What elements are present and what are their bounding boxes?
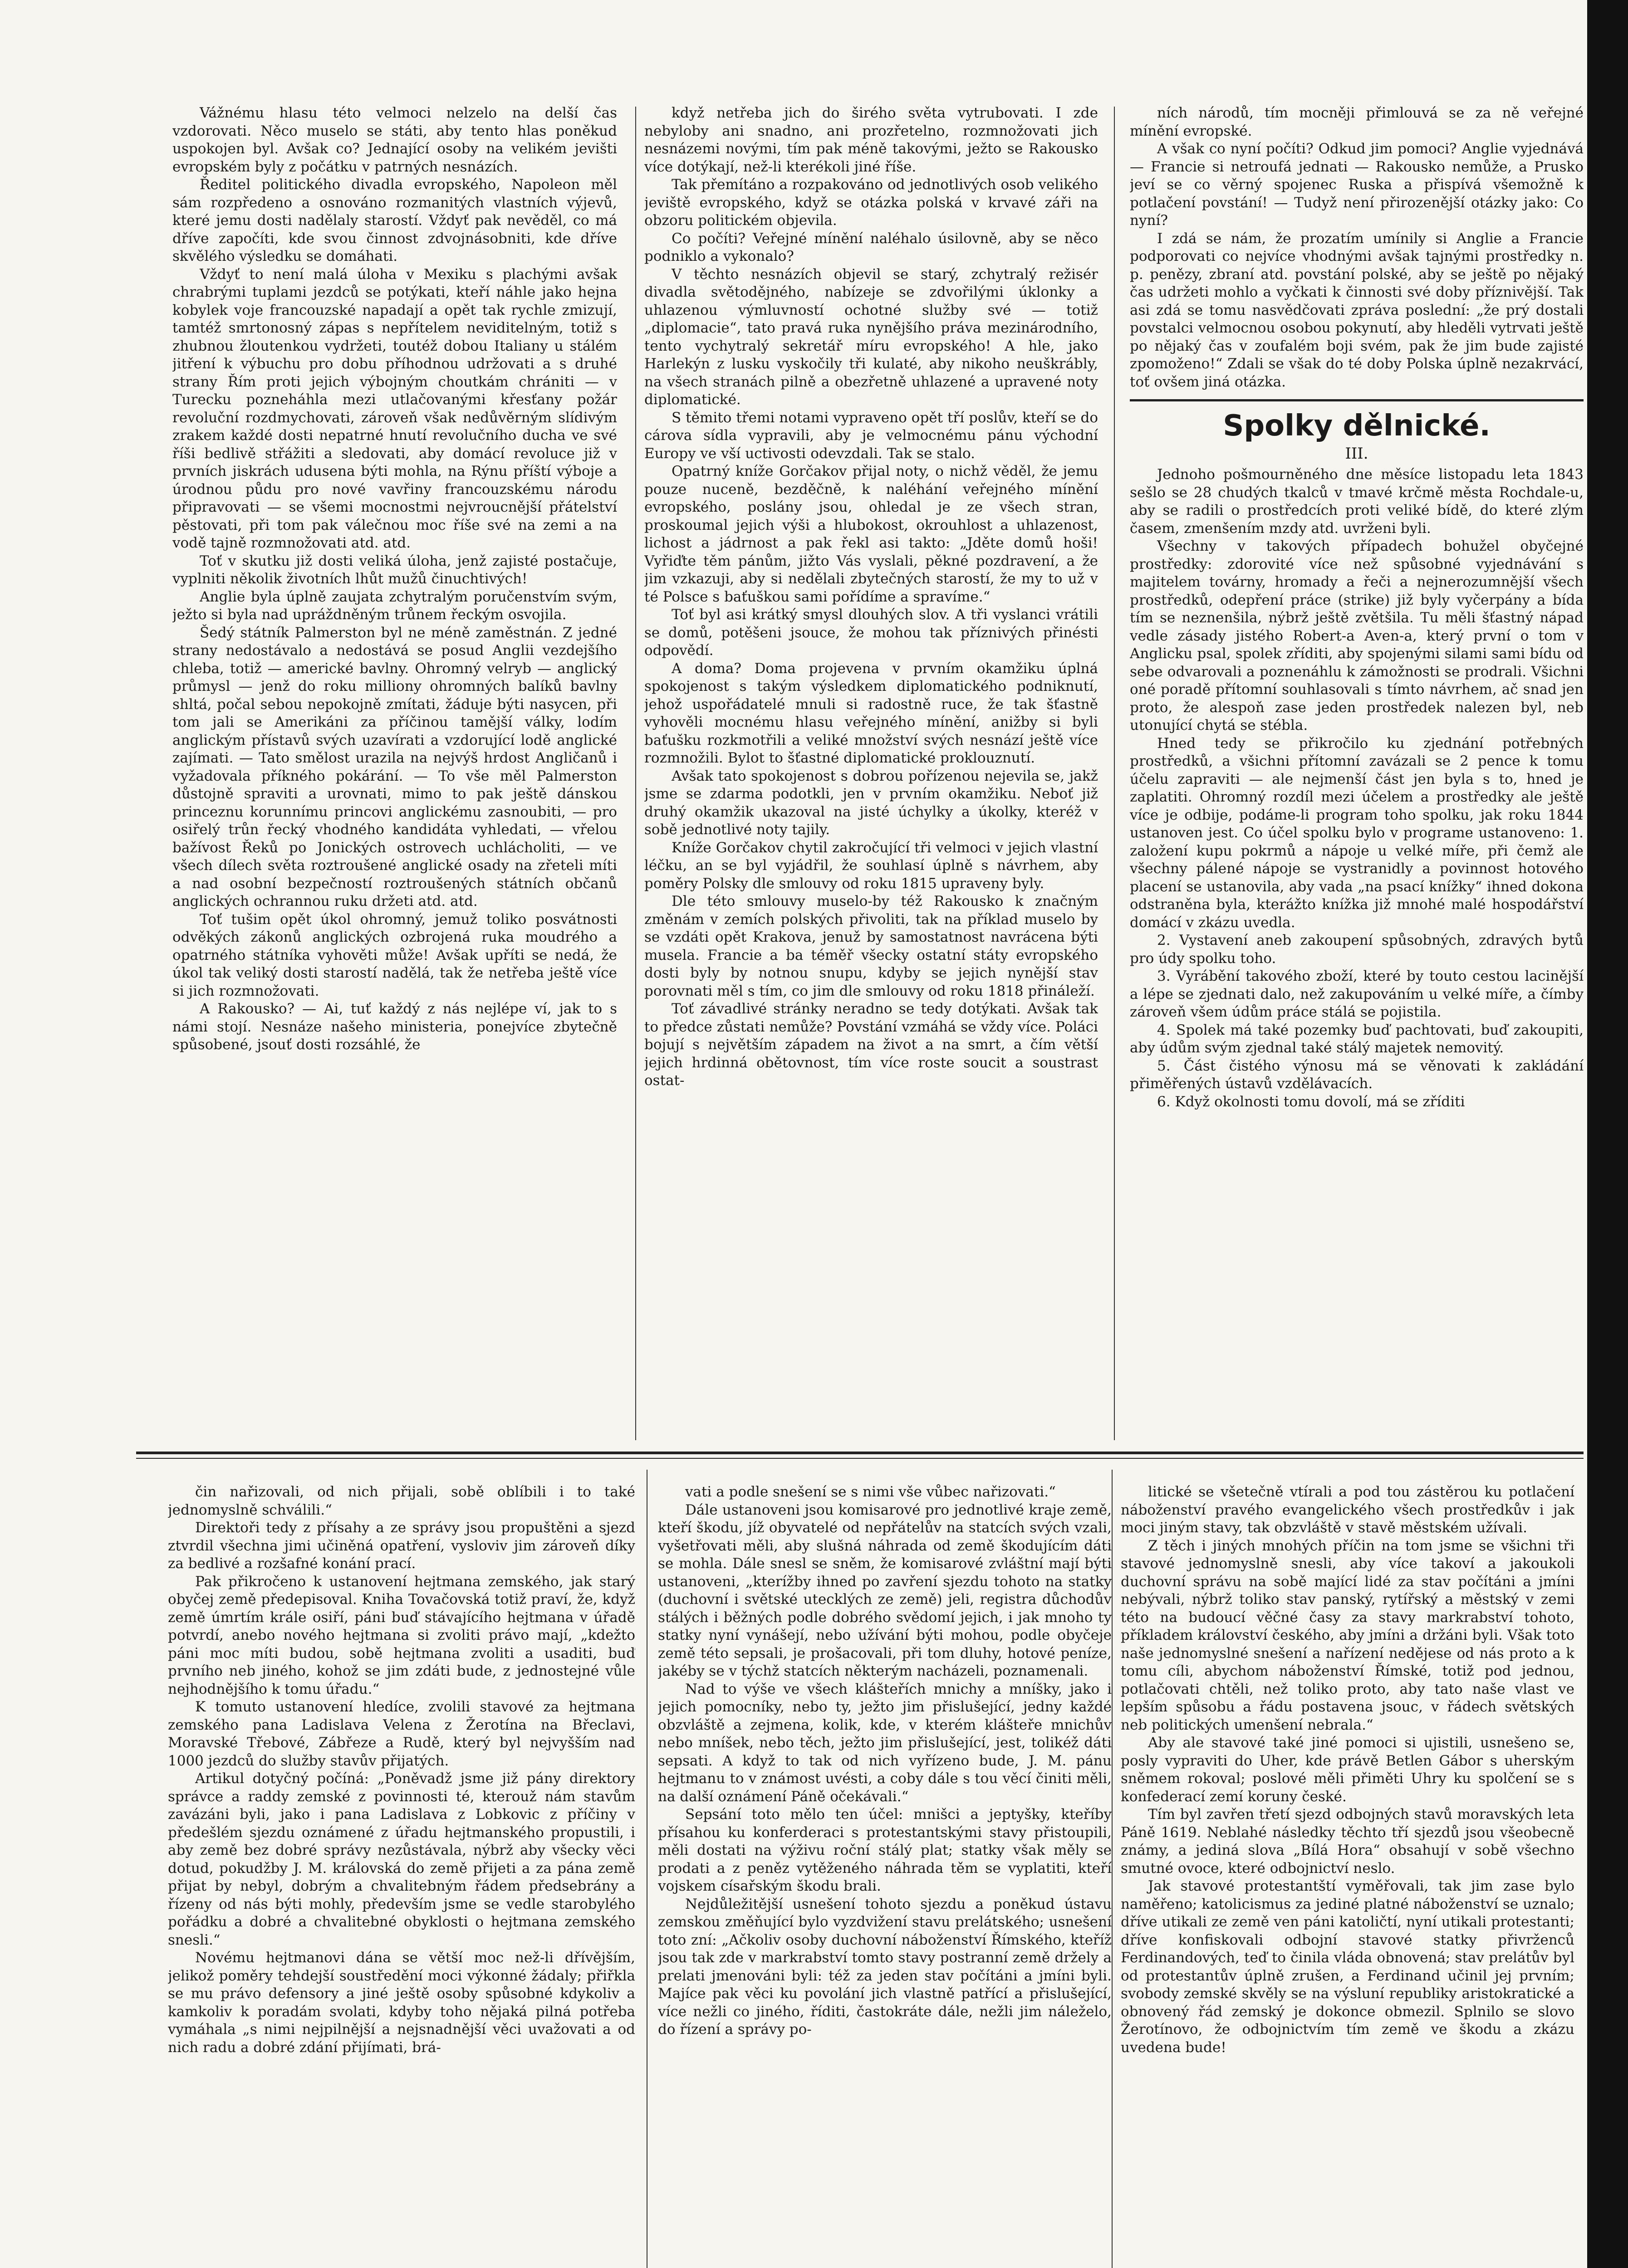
column-rule	[1112, 1470, 1113, 2268]
paragraph: Vážnému hlasu této velmoci nelzelo na delší čas vzdorovati. Něco muselo se státi, aby tento hlas poněkud uspokojen byl. Avšak co? Jednající osoby na velikém jevišti evropském byly z počátku v patrných nesnázích.	[172, 105, 617, 175]
paragraph: Anglie byla úplně zaujata zchytralým poručenstvím svým, ježto si byla nad upráždněným trůnem řeckým osvojila.	[172, 588, 617, 623]
paragraph: Aby ale stavové také jiné pomoci si ujistili, usnešeno se, posly vypraviti do Uher, kde právě Betlen Gábor s uherským sněmem rokoval; poslové měli přiměti Uhry ku spolčení se s konfederací zemí koruny české.	[1121, 1735, 1574, 1805]
paragraph: Avšak tato spokojenost s dobrou pořízenou nejevila se, jakž jsme se zdarma podotkli, jen v prvním okamžiku. Neboť již druhý okamžik ukazoval na jisté úchylky a úkolky, kteréž v sobě jednotlivé noty tajily.	[644, 767, 1098, 838]
paragraph: Novému hejtmanovi dána se větší moc než-li dřívějším, jelikož poměry tehdejší soustředění moci výkonné žádaly; přiřkla se mu právo defensory a jiné ještě osoby spůsobné kdykoliv a kamkoliv k poradám svolati, kdyby toho nějaká pilná potřeba vymáhala „s nimi nejpilnější a nejsnadnější věci uvažovati a od nich radu a dobré zdání přijímati, brá-	[168, 1950, 635, 2056]
paragraph: ních národů, tím mocněji přimlouvá se za ně veřejné mínění evropské.	[1130, 105, 1584, 139]
column-rule	[635, 107, 636, 1440]
paragraph: Nejdůležitější usnešení tohoto sjezdu a poněkud ústavu zemskou změňující bylo vyzdvižení stavu prelátského; usnešení toto zní: „Ačkoliv osoby duchovní náboženství Římského, kteříž jsou tak zde v markrabství tomto stavy postranní země držely a prelati jmenováni byli: též za jeden stav počítáni a jmíni byli. Majíce pak věci ku povolání jich vlastně patřící a přislušející, více nežli co jiného, říditi, častokráte dále, nežli jim náleželo, do řízení a správy po-	[658, 1896, 1112, 2038]
bottom-column-3	[1121, 1483, 1574, 2268]
section-rule-thick	[136, 1452, 1584, 1454]
paragraph: S těmito třemi notami vypraveno opět tří poslův, kteří se do cárova sídla vypravili, aby je velmocnému pánu východní Europy ve vší uctivosti odevzdali. Tak se stalo.	[644, 409, 1098, 462]
paragraph: Toť v skutku již dosti veliká úloha, jenž zajisté postačuje, vyplniti několik životních lhůt mužů činuchtivých!	[172, 552, 617, 587]
paragraph: 5. Část čistého výnosu má se věnovati k zakládání přiměřených ústavů vzdělávacích.	[1130, 1057, 1584, 1092]
paragraph: Šedý státník Palmerston byl ne méně zaměstnán. Z jedné strany nedostávalo a nedostává se posud Anglii vezdejšího chleba, totiž — americké bavlny. Ohromný velryb — anglický průmysl — jenž do roku milliony ohromných balíků bavlny shltá, počal sebou nepokojně zmítati, žáduje býti nasycen, při tom jali se Amerikáni za příčinou tamější války, lodím anglickým přístavů svých uzavírati a vzdorující lodě anglické zajímati. — Tato smělost urazila na nejvýš hrdost Angličanů i vyžadovala příkného pokárání. — To vše měl Palmerston důstojně spraviti a urovnati, mimo to pak ještě dánskou princeznu korunnímu princovi anglickému zasnoubiti, — pro osiřelý trůn řecký vhodného kandidáta vyhledati, — vřelou bažívost Řeků po Jonických ostrovech uchlácholiti, — ve všech dílech světa roztroušené anglické osady na zřeteli míti a nad osobní bezpečností roztroušených státních občanů anglických ochrannou ruku držeti atd. atd.	[172, 624, 617, 909]
paragraph: A však co nyní počíti? Odkud jim pomoci? Anglie vyjednává — Francie si netroufá jednati — Rakousko nemůže, a Prusko jeví se co věrný spojenec Ruska a přispívá všemožně k potlačení povstání! — Tudyž není přirozenější otázky jako: Co nyní?	[1130, 141, 1584, 229]
paragraph: Sepsání toto mělo ten účel: mnišci a jeptyšky, kteříby přísahou ku konferderaci s protestantskými stavy přistoupili, měli dostati na výživu roční stálý plat; statky však měly se prodati a z peněz vytěženého náhrada těm se vyplatiti, kteří vojskem císařským škodu brali.	[658, 1806, 1112, 1894]
paragraph: Vždyť to není malá úloha v Mexiku s plachými avšak chrabrými tuplami jezdců se potýkati, kteří náhle jako hejna kobylek voje francouzské napadají a opět tak rychle zmizují, tamtéž smrtonosný zápas s nepřítelem neviditelným, totiž s zhubnou žloutenkou vydržeti, toutéž dobou Italiany u stálém jitření k výbuchu pro dobu příhodnou udržovati a s druhé strany Řím proti jejich výbojným choutkám chrániti — v Turecku pozneháhla mezi utlačovanými křesťany požár revoluční rozdmychovati, zároveň však nedůvěrným slídivým zrakem každé dosti nepatrné hnutí revolučního ducha ve své říši bedlivě střážiti a sledovati, aby domácí revoluce již v prvních jiskrách udusena býti mohla, na Rýnu příští výboje a úrodnou půdu pro nové vavřiny francouzskému národu připravovati — se všemi mocnostmi nejvroucnější přátelství pěstovati, při tom pak válečnou moc říše své na zemi a na vodě tajně rozmnožovati atd. atd.	[172, 266, 617, 551]
paragraph: 3. Vyrábění takového zboží, které by touto cestou lacinější a lépe se zjednati dalo, než zakupováním u velké míře, a čímby zároveň všem údům práce stálá se pojistila.	[1130, 968, 1584, 1020]
bottom-section	[136, 1483, 1584, 2268]
paragraph: Z těch i jiných mnohých příčin na tom jsme se všichni tři stavové jednomyslně snesli, aby více takoví a jakoukoli duchovní správu na sobě mající lidé za stav počítáni a jmíni nebývali, nýbrž toliko stav panský, rytířský a městský v zemi této na budoucí věčné časy za stavy markrabství tohoto, příkladem království českého, aby jmíni a držáni byli. Však toto naše jednomyslné snešení a nařízení nedějese od nás proto a k tomu cíli, abychom náboženství Římské, totiž pod jednou, potlačovati chtěli, než toliko proto, aby tato naše vlast ve lepším spůsobu a řádu postavena jsouc, v řádech světských neb politických umenšení nebrala.“	[1121, 1537, 1574, 1733]
politics-continuation	[1130, 104, 1584, 391]
paragraph: Direktoři tedy z přísahy a ze správy jsou propuštěni a sjezd ztvrdil všechna jimi učiněná opatření, vysloviv jim zároveň díky za bedlivé a rozšafné konání prací.	[168, 1520, 635, 1572]
section-rule-thin	[136, 1458, 1584, 1459]
paragraph: Opatrný kníže Gorčakov přijal noty, o nichž věděl, že jemu pouze nuceně, bezděčně, k naléhání veřejného mínění evropského, poslány jsou, ohledal je ze všech stran, proskoumal jejich výši a hlubokost, okrouhlost a uhlazenost, lichost a jádrnost a pak řekl asi takto: „Jděte domů hoši! Vyřiďte těm pánům, jižto Vás vyslali, pěkné pozdravení, a že jim vzkazuji, aby si nedělali zbytečných starostí, že my to už v té Polsce s baťuškou sami pořídíme a spravíme.“	[644, 463, 1098, 605]
paragraph: vati a podle snešení se s nimi vše vůbec nařizovati.“	[685, 1484, 1056, 1500]
paragraph: 2. Vystavení aneb zakoupení spůsobných, zdravých bytů pro údy spolku toho.	[1130, 932, 1584, 967]
paragraph: Ředitel politického divadla evropského, Napoleon měl sám rozpředeno a osnováno rozmanitých vlastních výjevů, které jemu dosti nadělaly starostí. Vždyť pak nevěděl, co má dříve započíti, kde svou činnost zdvojnásobniti, kde dříve skvělého výsledku se domáhati.	[172, 176, 617, 264]
paragraph: Pak přikročeno k ustanovení hejtmana zemského, jak starý obyčej země předepisoval. Kniha Tovačovská totiž praví, že, když země úmrtím krále osiří, páni buď stávajícího hejtmana v úřadě potvrdí, anebo nového hejtmana si zvoliti právo mají, „kdežto páni moc míti budou, sobě hejtmana zvoliti a usaditi, buď prvního neb jiného, kohož se jim zdáti bude, z jednostejné vůle nejhodnějšího k tomu úřadu.“	[168, 1573, 635, 1697]
paragraph: Kníže Gorčakov chytil zakročující tři velmoci v jejich vlastní léčku, an se byl vyjádřil, že souhlasí úplně s návrhem, aby poměry Polsky dle smlouvy od roku 1815 upraveny byly.	[644, 839, 1098, 892]
paragraph: Dle této smlouvy muselo-by též Rakousko k značným změnám v zemích polských přivoliti, tak na příklad muselo by se vzdáti opět Krakova, jenuž by samostatnost navrácena býti musela. Francie a ba téměř všecky ostatní státy evropského dosti byly by notnou snupu, kdyby se jejich nynější stav porovnati měl s tím, co jim dle smlouvy od roku 1818 přináleží.	[644, 893, 1098, 999]
top-column-3	[1130, 104, 1584, 1442]
paragraph: 4. Spolek má také pozemky buď pachtovati, buď zakoupiti, aby údům svým zjednal také stálý majetek nemovitý.	[1130, 1022, 1584, 1056]
top-column-politics-2	[644, 104, 1098, 1442]
paragraph: Toť tušim opět úkol ohromný, jemuž toliko posvátnosti odvěkých zákonů anglických ozbrojená ruka moudrého a opatrného státníka vyhověti může! Avšak upříti se nedá, že úkol tak veliký dosti starostí nadělá, tak že netřeba ještě více si jich rozmnožovati.	[172, 911, 617, 999]
paragraph: Toť byl asi krátký smysl dlouhých slov. A tři vyslanci vrátili se domů, potěšeni jsouce, že mohou tak příznivých přinésti odpovědí.	[644, 606, 1098, 659]
paragraph: když netřeba jich do širého světa vytrubovati. I zde nebyloby ani snadno, ani prozřetelno, rozmnožovati jich nesnázemi novými, tím pak méně takovými, ježto se Rakousko více dotýkají, než-li kterékoli jiné říše.	[644, 105, 1098, 175]
paragraph: čin nařizovali, od nich přijali, sobě oblíbili i to také jednomyslně schválili.“	[168, 1484, 635, 1518]
paragraph: Co počíti? Veřejné mínění naléhalo úsilovně, aby se něco podniklo a vykonalo?	[644, 230, 1098, 264]
paragraph: Tak přemítáno a rozpakováno od jednotlivých osob velikého jeviště evropského, když se otázka polská v krvavé záři na obzoru politickém objevila.	[644, 176, 1098, 229]
paragraph: I zdá se nám, že prozatím umínily si Anglie a Francie podporovati co nejvíce vhodnými avšak tajnými prostředky n. p. penězy, zbraní atd. povstání polské, aby se ještě po nějaký čas udržeti mohlo a vyčkati k činnosti své doby příznivější. Tak asi zdá se tomu nasvědčovati zpráva poslední: „že prý dostali povstalci velmocnou osobou pokynutí, aby hleděli vytrvati ještě po nějaký čas v zoufalém boji svém, pak že jim bude zajisté zpomoženo!“ Zdali se však do té doby Polska úplně nezakrvácí, toť ovšem jiná otázka.	[1130, 230, 1584, 390]
bottom-column-2	[658, 1483, 1112, 2268]
paragraph: Všechny v takových případech bohužel obyčejné prostředky: zdorovité více než spůsobné vyjednávání s majitelem továrny, hromady a řeči a nejnerozumnější všech prostředků, odepření práce (strike) již byly vyčerpány a bída tím se neznenšila, nýbrž ještě zvětšila. Tu měli šťastný nápad vedle zásady jistého Robert-a Aven-a, který první o tom v Anglicku psal, spolek zříditi, aby spojenými silami sami bídu od sebe odvarovali a poznenáhlu k zámožnosti se prodrali. Všichni oné poradě přítomní souhlasovali s tímto návrhem, ač snad jen proto, že alespoň zase jeden prostředek nalezen byl, neb utonující chytá se stébla.	[1130, 538, 1584, 733]
paragraph: A Rakousko? — Ai, tuť každý z nás nejlépe ví, jak to s námi stojí. Nesnáze našeho ministeria, ponejvíce zbytečně spůsobené, jsouť dosti rozsáhlé, že	[172, 1001, 617, 1053]
paragraph: Artikul dotyčný počíná: „Poněvadž jsme již pány direktory správce a raddy zemské z povinnosti té, kterouž nám stavům zavázáni byli, jako i pana Ladislava z Lobkovic z příčiny v předešlém sjezdu oznámené z úřadu hejtmanského propustili, i aby země bez dobré správy nezůstávala, nýbrž aby všecky věci dotud, pokudžby J. M. královská do země přijeti a za pána země přijat by nebyl, dobrým a chvalitebným řádem předsebrány a řízeny od nás býti mohly, především jsme se vedle starobylého pořádku a dobré a chvalitebné obyklosti o hejtmana zemského snesli.“	[168, 1770, 635, 1948]
scan-edge	[1587, 0, 1628, 2268]
paragraph: Tím byl zavřen třetí sjezd odbojných stavů moravských leta Páně 1619. Neblahé následky těchto tří sjezdů jsou všeobecně známy, a jediná slova „Bílá Hora“ obsahují v sobě všechno smutné ovoce, které odbojnictví neslo.	[1121, 1806, 1574, 1877]
paragraph: Nad to výše ve všech klášteřích mnichy a mníšky, jako i jejich pomocníky, nebo ty, ježto jim přislušející, jedny každé obzvláště a zejmena, kolik, kde, v kterém klášteře mnichův nebo mníšek, nebo těch, ježto jim přislušející, jest, tolikéž dáti sepsati. A když to tak od nich vyřízeno bude, J. M. pánu hejtmanu to v známost uvésti, a coby dále s tou věcí činiti měli, na další oznámení Páně očekávali.“	[658, 1681, 1112, 1805]
top-column-politics-1	[172, 104, 617, 1442]
paragraph: A doma? Doma projevena v prvním okamžiku úplná spokojenost s takým výsledkem diplomatického podniknutí, jehož uspořádatelé mnuli si radostně ruce, že tak šťastně vyhověli mocnému hlasu veřejného mínění, anižby si byli baťušku rozkmotřili a veliké množství svých nesnází ještě více rozmnožili. Bylot to šťastné diplomatické proklouznutí.	[644, 660, 1098, 766]
paragraph: K tomuto ustanovení hledíce, zvolili stavové za hejtmana zemského pana Ladislava Velena z Žerotína na Břeclavi, Moravské Třebové, Zábřeze a Rudě, který byl nejvyšším nad 1000 jezdců do služby stavův přijatých.	[168, 1699, 635, 1769]
bottom-column-1	[168, 1483, 635, 2268]
top-section	[172, 104, 1584, 1442]
paragraph: 6. Když okolnosti tomu dovolí, má se zříditi	[1157, 1093, 1465, 1110]
paragraph: Jednoho pošmourněného dne měsíce listopadu leta 1843 sešlo se 28 chudých tkalců v tmavé krčmě města Rochdale-u, aby se radili o prostředcích proti veliké bídě, do které zlým časem, zmenšením mzdy atd. uvrženi byli.	[1130, 466, 1584, 537]
column-rule	[1114, 107, 1115, 1440]
paragraph: V těchto nesnázích objevil se starý, zchytralý režisér divadla světodějného, nabízeje se zdvořilými úklonky a uhlazenou výmluvností ochotné služby své — totiž „diplomacie“, tato pravá ruka nynějšího práva mezinárodního, tento vychytralý sekretář míru evropského! A hle, jako Harlekýn z lusku vyskočily tři kulaté, aby nikoho neuškrábly, na všech stranách pilně a obezřetně uhlazené a upravené noty diplomatické.	[644, 266, 1098, 408]
paragraph: Dále ustanoveni jsou komisarové pro jednotlivé kraje země, kteří škodu, jíž obyvatelé od nepřátelův na statcích svých vzali, vyšetřovati měli, aby slušná náhrada od země škodujícím dáti se mohla. Dále snesl se sněm, že komisarové zvláštní mají býti ustanoveni, „kterížby ihned po zavření sjezdu tohoto na statky (duchovní i světské utecklých ze země) jeli, registra důchodův stálých i běžných podle dobrého svědomí jejich, i jak mnoho ty statky nyní vynášejí, nebo užívání býti mohou, podle obyčeje země této sepsali, je prošacovali, při tom dluhy, hotové peníze, jakéby se v týchž statcích některým nacházeli, poznamenali.	[658, 1501, 1112, 1679]
spolky-article-body	[1130, 466, 1584, 1111]
paragraph: Toť závadlivé stránky neradno se tedy dotýkati. Avšak tak to předce zůstati nemůže? Povstání vzmáhá se vždy více. Poláci bojují s největším západem na život a na smrt, a čím větší jejich hrdinná obětovnost, tím více roste soucit a soustrast ostat-	[644, 1001, 1098, 1089]
article-title-spolky: Spolky dělnické.	[1223, 409, 1491, 443]
section-divider	[1130, 399, 1584, 401]
article-part-number: III.	[1345, 445, 1368, 463]
paragraph: Jak stavové protestantští vyměřovali, tak jim zase bylo naměřeno; katolicismus za jediné platné náboženství se uznalo; dříve utikali ze země ven páni katoličtí, nyní utikali protestanti; dříve konfiskovali odbojní stavové statky přivrženců Ferdinandových, teď to činila vláda obnovená; stav prelátův byl od protestantův úplně zrušen, a Ferdinand učinil jej prvním; svobody zemské skvěly se na výsluní republiky aristokratické a obnovený řád zemský je dokonce obmezil. Splnilo se slovo Žerotínovo, že odbojnictvím tím země ve škodu a zkázu uvedena bude!	[1121, 1878, 1574, 2056]
paragraph: Hned tedy se přikročilo ku zjednání potřebných prostředků, a všichni přítomní zavázali se 2 pence k tomu účelu zapraviti — ale nejmenší část jen byla s to, hned je zaplatiti. Ohromný rozdíl mezi účelem a prostředky ale ještě více je odbije, podáme-li program toho spolku, jak roku 1844 ustanoven jest. Co účel spolku bylo v programe ustanoveno: 1. založení kupu pokrmů a nápoje u velké míře, při čemž ale všechny pálené nápoje se vystranidly a povinnost hotového placení se ustanovila, aby vada „na psací knížky“ ihned dokona odstraněna byla, kterážto knížka již mnohé malé hospodářství domácí v zkázu uvedla.	[1130, 735, 1584, 931]
paragraph: litické se všetečně vtírali a pod tou zástěrou ku potlačení náboženství pravého evangelického všech prostředkův i jak moci jiným stavy, tak obzvláště v stavě městském užívali.	[1121, 1484, 1574, 1536]
